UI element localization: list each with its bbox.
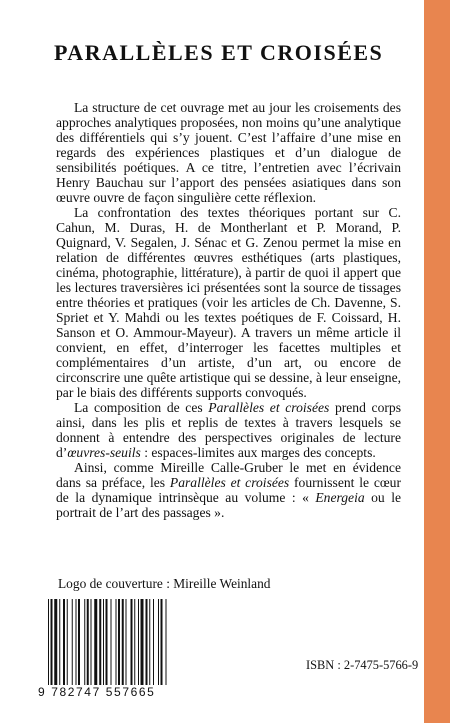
barcode-bar: [126, 599, 127, 685]
italic-text-run: Parallèles et croisées: [169, 475, 290, 490]
text-run: La structure de cet ouvrage met au jour les croisements des approches analytiques proposées, non moins qu’une analytique des différentiels qui s’y jouent. C’est l’affaire d’une mise en regards des expériences plastiques et d’un dialogue de sensibilités poétiques. A ce titre, l’entretien avec l’écrivain Henry Bauchau sur l’apport des pensées asiatiques dans son œuvre ouvre de façon singulière cette réflexion.: [56, 100, 401, 205]
barcode-bar: [94, 599, 97, 685]
barcode-bar: [106, 599, 108, 685]
back-cover-text: [56, 100, 401, 520]
paragraph-1: [56, 100, 401, 205]
text-run: Ainsi, comme Mireille Calle-Gruber le met en évidence dans sa préface, les: [56, 460, 401, 490]
italic-text-run: Parallèles et croisées: [208, 400, 330, 415]
barcode-bar: [166, 599, 167, 685]
barcode-bar: [158, 599, 159, 685]
barcode-bar: [111, 599, 112, 685]
barcode-bar: [103, 599, 104, 685]
barcode-bar: [141, 599, 144, 685]
barcode-bar: [134, 599, 135, 685]
barcode-bar: [51, 599, 53, 685]
italic-text-run: œuvres-seuils: [67, 445, 141, 460]
text-run: fournissent le cœur de la dynamique intrinsèque au volume : «: [56, 475, 401, 505]
barcode-bar: [67, 599, 68, 685]
barcode-bar: [138, 599, 139, 685]
orange-spine-stripe: [424, 0, 450, 723]
barcode-bar: [116, 599, 117, 685]
paragraph-4: [56, 460, 401, 520]
text-run: : espaces-limites aux marges des concepts.: [140, 445, 376, 460]
book-title: PARALLÈLES ET CROISÉES: [54, 40, 384, 65]
barcode-bar: [118, 599, 120, 685]
barcode-bar: [153, 599, 154, 685]
text-run: La composition de ces: [74, 400, 209, 415]
barcode-bar: [84, 599, 85, 685]
italic-text-run: Energeia: [315, 490, 365, 505]
barcode-bar: [59, 599, 60, 685]
barcode-bar: [99, 599, 101, 685]
barcode-bar: [149, 599, 150, 685]
paragraph-2: [56, 205, 401, 400]
barcode-digits: 9 782747 557665: [38, 685, 202, 699]
cover-credit: Logo de couverture : Mireille Weinland: [58, 576, 271, 591]
barcode-bar: [63, 599, 65, 685]
barcode-bar: [161, 599, 163, 685]
barcode-bar: [122, 599, 124, 685]
text-run: La confrontation des textes théoriques portant sur C. Cahun, M. Duras, H. de Montherlant et P. Morand, P. Quignard, V. Segalen, J. Sénac et G. Zenou permet la mise en relation de différentes œuvres esthétiques (arts plastiques, cinéma, photographie, littérature), à partir de quoi il appert que les lectures traversières ici présentées sont la source de tissages entre théories et pratiques (voir les articles de Ch. Davenne, S. Spriet et Y. Mahdi ou les textes poétiques de F. Coissard, H. Sanson et O. Ammour-Mayeur). A travers un même article il convient, en effet, d’interroger les facettes multiples et complémentaires d’un artiste, d’un art, ou encore de circonscrire une quête artistique qui se dessine, à leur enseigne, par le biais des différents supports convoqués.: [56, 205, 401, 400]
barcode-bars: [38, 599, 202, 685]
barcode: [38, 599, 202, 699]
barcode-bar: [54, 599, 57, 685]
paragraph-3: [56, 400, 401, 460]
barcode-bar: [91, 599, 92, 685]
barcode-bar: [87, 599, 89, 685]
barcode-bar: [78, 599, 80, 685]
text-run: prend corps ainsi, dans les plis et replis de textes à travers lesquels se donnent à entendre des perspectives originales de lecture d’: [56, 400, 401, 460]
barcode-bar: [131, 599, 133, 685]
barcode-bar: [76, 599, 77, 685]
text-run: ou le portrait de l’art des passages ».: [56, 490, 402, 520]
barcode-bar: [146, 599, 148, 685]
isbn: ISBN : 2-7475-5766-9: [306, 658, 419, 672]
barcode-bar: [48, 599, 49, 685]
barcode-bar: [72, 599, 73, 685]
